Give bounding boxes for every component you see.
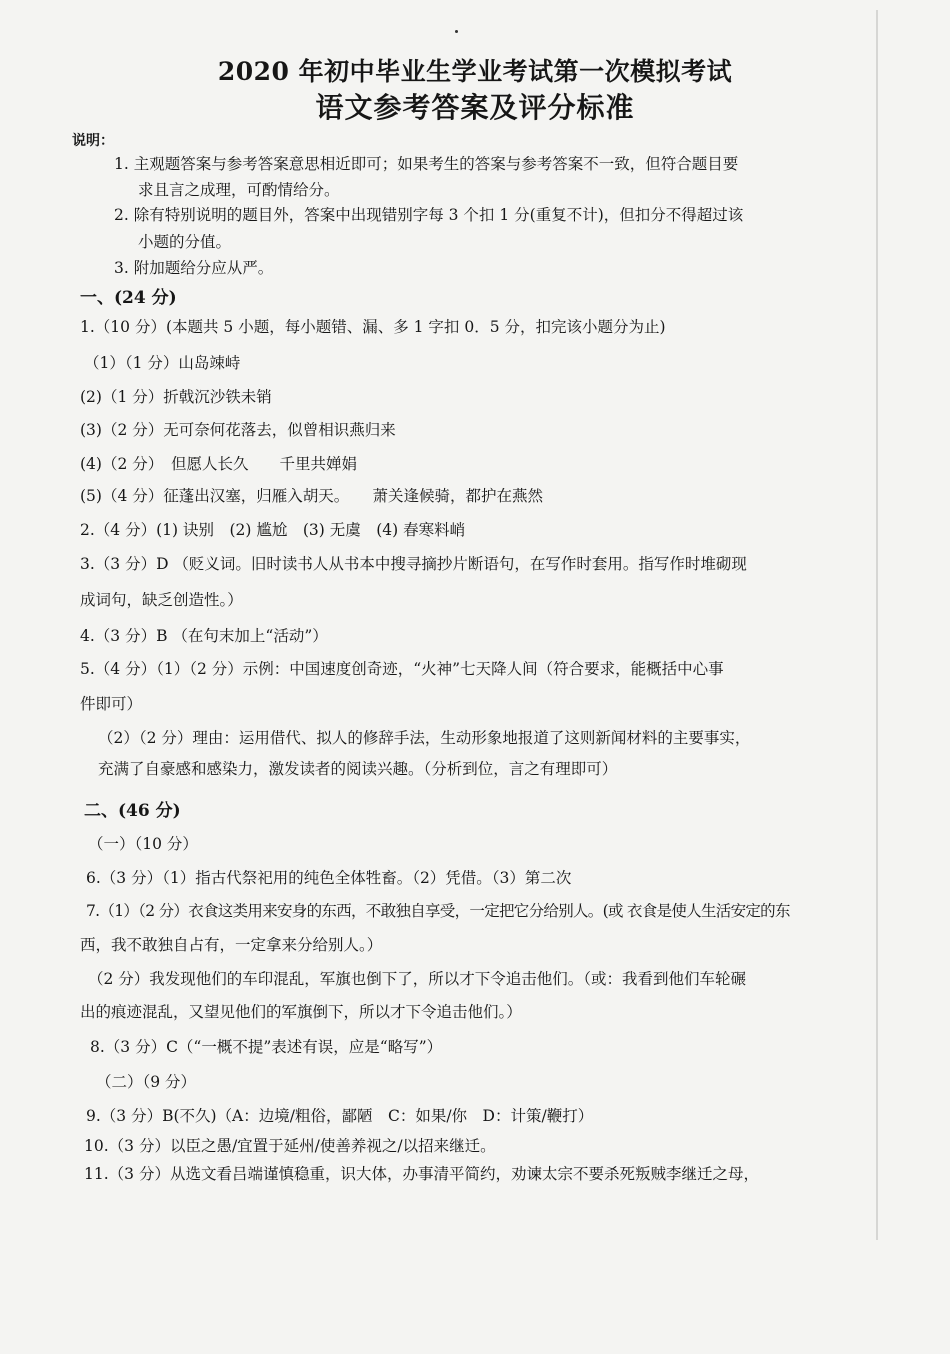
question-5-line-3: （2）（2 分）理由：运用借代、拟人的修辞手法，生动形象地报道了这则新闻材料的主要事实， [98, 729, 751, 747]
page-subtitle: 语文参考答案及评分标准 [315, 91, 635, 124]
question-11: 11.（3 分）从选文看吕端谨慎稳重，识大体，办事清平简约，劝谏太宗不要杀死叛贼李继迁之母， [84, 1165, 759, 1183]
question-2: 2.（4 分）(1) 诀别 (2) 尴尬 (3) 无虞 (4) 春寒料峭 [80, 521, 466, 539]
note-3: 3. 附加题给分应从严。 [114, 259, 274, 277]
question-5-line-1: 5.（4 分）（1）（2 分）示例：中国速度创奇迹，“火神”七天降人间（符合要求，能概括中心事 [80, 660, 724, 678]
question-7-line-1: 7.（1）（2 分）衣食这类用来安身的东西，不敢独自享受，一定把它分给别人。(或 衣食是使人生活安定的东 [86, 902, 790, 920]
note-2-line-1: 2. 除有特别说明的题目外，答案中出现错别字每 3 个扣 1 分(重复不计)，但扣分不得超过该 [114, 206, 744, 224]
question-10: 10.（3 分）以臣之愚/宜置于延州/使善养视之/以招来继迁。 [84, 1137, 496, 1155]
question-1-item-2: (2)（1 分）折戟沉沙铁未销 [80, 388, 272, 406]
scan-edge-line [876, 10, 878, 1240]
question-3-line-2: 成词句，缺乏创造性。） [80, 591, 243, 609]
question-5-line-2: 件即可） [80, 695, 143, 713]
question-1-item-4: (4)（2 分） 但愿人长久 千里共婵娟 [80, 455, 357, 473]
question-1: 1.（10 分）(本题共 5 小题，每小题错、漏、多 1 字扣 0．5 分，扣完该小题分为止) [80, 318, 666, 336]
question-1-item-3: (3)（2 分）无可奈何花落去，似曾相识燕归来 [80, 421, 396, 439]
question-9: 9.（3 分）B(不久)（A：边境/粗俗，鄙陋 C：如果/你 D：计策/鞭打） [86, 1107, 594, 1125]
part-1-heading: 一、(24 分) [80, 288, 177, 308]
section-1-heading: （一）（10 分） [88, 835, 198, 853]
question-3-line-1: 3.（3 分）D （贬义词。旧时读书人从书本中搜寻摘抄片断语句，在写作时套用。指写作时堆砌现 [80, 555, 747, 573]
page-title: 2020 年初中毕业生学业考试第一次模拟考试 [217, 57, 733, 86]
section-2-heading: （二）（9 分） [96, 1073, 197, 1091]
note-1-line-1: 1. 主观题答案与参考答案意思相近即可；如果考生的答案与参考答案不一致，但符合题目要 [114, 155, 739, 173]
question-8: 8.（3 分）C（“一概不提”表述有误，应是“略写”） [90, 1038, 443, 1056]
question-4: 4.（3 分）B （在句末加上“活动”） [80, 627, 328, 645]
question-7-line-2: 西，我不敢独自占有，一定拿来分给别人。） [80, 936, 383, 954]
notes-label: 说明： [72, 133, 114, 149]
part-2-heading: 二、(46 分) [84, 801, 181, 821]
question-7-line-4: 出的痕迹混乱，又望见他们的军旗倒下，所以才下令追击他们。） [80, 1003, 522, 1021]
question-7-line-3: （2 分）我发现他们的车印混乱，军旗也倒下了，所以才下令追击他们。（或：我看到他们车轮碾 [88, 970, 747, 988]
question-6: 6.（3 分）（1）指古代祭祀用的纯色全体牲畜。（2）凭借。（3）第二次 [86, 869, 572, 887]
note-1-line-2: 求且言之成理，可酌情给分。 [138, 181, 340, 199]
scan-speck [455, 30, 458, 33]
note-2-line-2: 小题的分值。 [138, 233, 232, 251]
question-5-line-4: 充满了自豪感和感染力，激发读者的阅读兴趣。（分析到位，言之有理即可） [98, 760, 618, 778]
question-1-item-1: （1）（1 分）山岛竦峙 [84, 354, 241, 372]
question-1-item-5: (5)（4 分）征蓬出汉塞，归雁入胡天。 萧关逢候骑，都护在燕然 [80, 487, 543, 505]
